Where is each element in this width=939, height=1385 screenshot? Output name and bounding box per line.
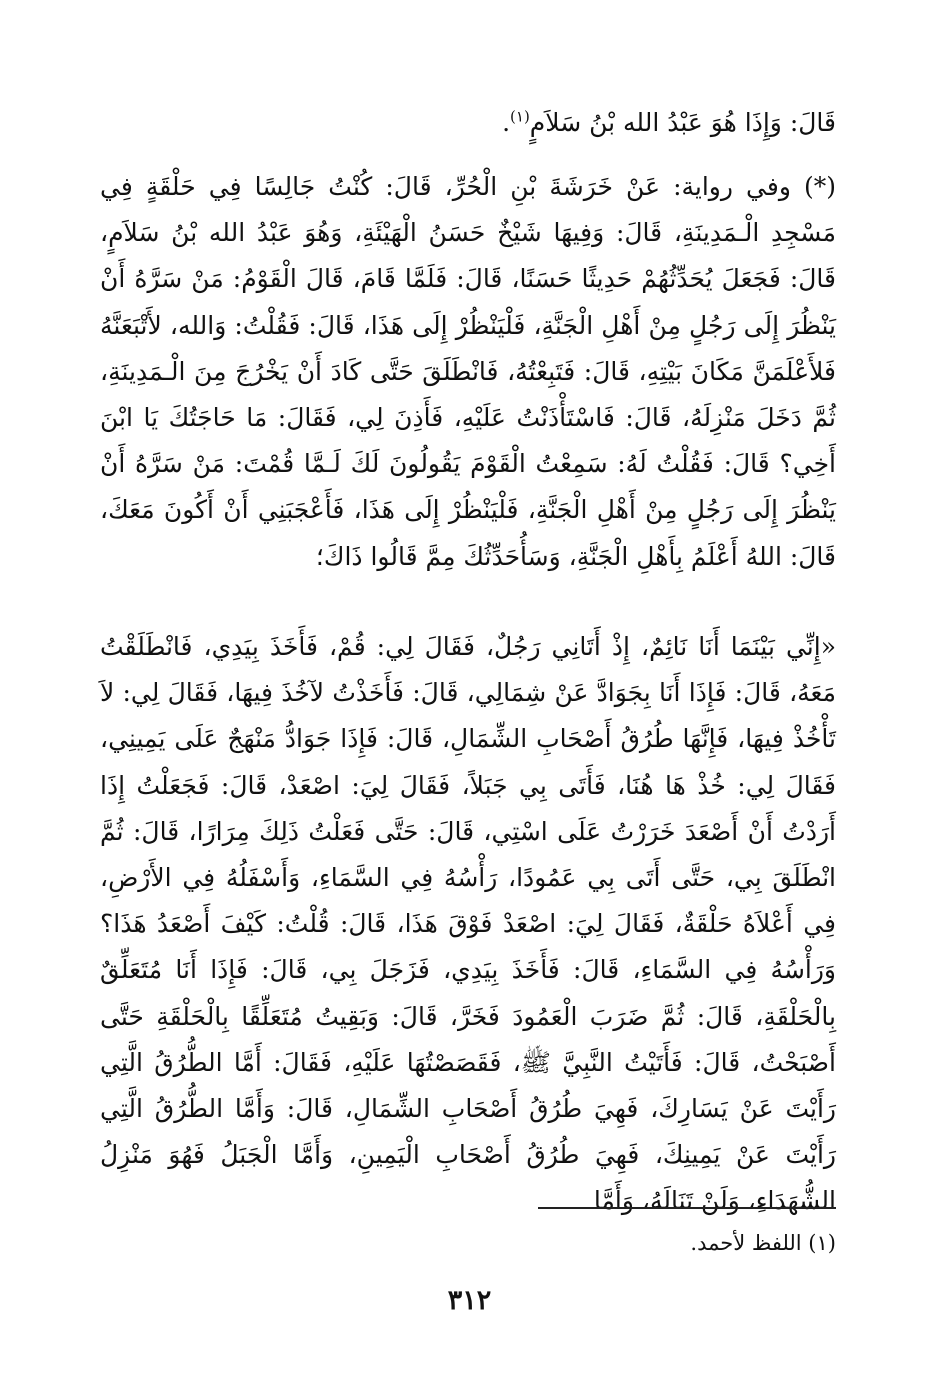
riwaya-block <box>100 164 836 580</box>
hadith-block <box>100 624 836 1225</box>
footnote-marker[interactable]: (١) <box>510 107 530 126</box>
footnote-divider <box>538 1207 836 1209</box>
intro-text: قَالَ: وَإِذَا هُوَ عَبْدُ الله بْنُ سَلاَمٍ <box>529 108 836 137</box>
intro-line <box>100 100 836 146</box>
page-number: ٣١٢ <box>447 1285 492 1316</box>
hadith-paragraph: «إِنِّي بَيْنَمَا أَنَا نَائِمٌ، إِذْ أَتَانِي رَجُلٌ، فَقَالَ لِي: قُمْ، فَأَخَذَ بِيَدِي، فَانْطَلَقْتُ مَعَهُ، قَالَ: فَإِذَا أَنَا بِجَوَادَّ عَنْ شِمَالِي، قَالَ: فَأَخَذْتُ لآخُذَ فِيهَا، فَقَالَ لِي: لاَ تَأْخُذْ فِيهَا، فَإِنَّهَا طُرُقُ أَصْحَابِ الشِّمَالِ، قَالَ: فَإِذَا جَوَادُّ مَنْهَجٌ عَلَى يَمِينِي، فَقَالَ لِي: خُذْ هَا هُنَا، فَأَتَى بِي جَبَلاً، فَقَالَ لِيَ: اصْعَدْ، قَالَ: فَجَعَلْتُ إِذَا أَرَدْتُ أَنْ أَصْعَدَ خَرَرْتُ عَلَى اسْتِي، قَالَ: حَتَّى فَعَلْتُ ذَلِكَ مِرَارًا، قَالَ: ثُمَّ انْطَلَقَ بِي، حَتَّى أَتَى بِي عَمُودًا، رَأْسُهُ فِي السَّمَاءِ، وَأَسْفَلُهُ فِي الأَرْضِ، فِي أَعْلاَهُ حَلْقَةٌ، فَقَالَ لِيَ: اصْعَدْ فَوْقَ هَذَا، قَالَ: قُلْتُ: كَيْفَ أَصْعَدُ هَذَا؟ وَرَأْسُهُ فِي السَّمَاءِ، قَالَ: فَأَخَذَ بِيَدِي، فَزَجَلَ بِي، قَالَ: فَإِذَا أَنَا مُتَعَلِّقٌ بِالْحَلْقَةِ، قَالَ: ثُمَّ ضَرَبَ الْعَمُودَ فَخَرَّ، قَالَ: وَبَقِيتُ مُتَعَلِّقًا بِالْحَلْقَةِ حَتَّى أَصْبَحْتُ، قَالَ: فَأَتَيْتُ النَّبِيَّ ﷺ، فَقَصَصْتُهَا عَلَيْهِ، فَقَالَ: أَمَّا الطُّرُقُ الَّتِي رَأَيْتَ عَنْ يَسَارِكَ، فَهِيَ طُرُقُ أَصْحَابِ الشِّمَالِ، قَالَ: وَأَمَّا الطُّرُقُ الَّتِي رَأَيْتَ عَنْ يَمِينِكَ، فَهِيَ طُرُقُ أَصْحَابِ الْيَمِينِ، وَأَمَّا الْجَبَلُ فَهُوَ مَنْزِلُ الشُّهَدَاءِ، وَلَنْ تَنَالَهُ، وَأَمَّا <box>100 632 836 1216</box>
footnote: (١) اللفظ لأحمد. <box>690 1231 836 1255</box>
riwaya-paragraph: (*) وفي رواية: عَنْ خَرَشَةَ بْنِ الْحُرِّ، قَالَ: كُنْتُ جَالِسًا فِي حَلْقَةٍ فِي مَسْجِدِ الْـمَدِينَةِ، قَالَ: وَفِيهَا شَيْخٌ حَسَنُ الْهَيْئَةِ، وَهُوَ عَبْدُ الله بْنُ سَلاَمٍ، قَالَ: فَجَعَلَ يُحَدِّثُهُمْ حَدِيثًا حَسَنًا، قَالَ: فَلَمَّا قَامَ، قَالَ الْقَوْمُ: مَنْ سَرَّهُ أَنْ يَنْظُرَ إِلَى رَجُلٍ مِنْ أَهْلِ الْجَنَّةِ، فَلْيَنْظُرْ إِلَى هَذَا، قَالَ: فَقُلْتُ: وَالله، لأَتْبَعَنَّهُ فَلأَعْلَمَنَّ مَكَانَ بَيْتِهِ، قَالَ: فَتَبِعْتُهُ، فَانْطَلَقَ حَتَّى كَادَ أَنْ يَخْرُجَ مِنَ الْـمَدِينَةِ، ثُمَّ دَخَلَ مَنْزِلَهُ، قَالَ: فَاسْتَأْذَنْتُ عَلَيْهِ، فَأَذِنَ لِي، فَقَالَ: مَا حَاجَتُكَ يَا ابْنَ أَخِي؟ قَالَ: فَقُلْتُ لَهُ: سَمِعْتُ الْقَوْمَ يَقُولُونَ لَكَ لَـمَّا قُمْتَ: مَنْ سَرَّهُ أَنْ يَنْظُرَ إِلَى رَجُلٍ مِنْ أَهْلِ الْجَنَّةِ، فَلْيَنْظُرْ إِلَى هَذَا، فَأَعْجَبَنِي أَنْ أَكُونَ مَعَكَ، قَالَ: اللهُ أَعْلَمُ بِأَهْلِ الْجَنَّةِ، وَسَأُحَدِّثُكَ مِمَّ قَالُوا ذَاكَ؛ <box>100 172 836 571</box>
intro-end: . <box>502 108 511 137</box>
intro-paragraph <box>100 100 836 146</box>
